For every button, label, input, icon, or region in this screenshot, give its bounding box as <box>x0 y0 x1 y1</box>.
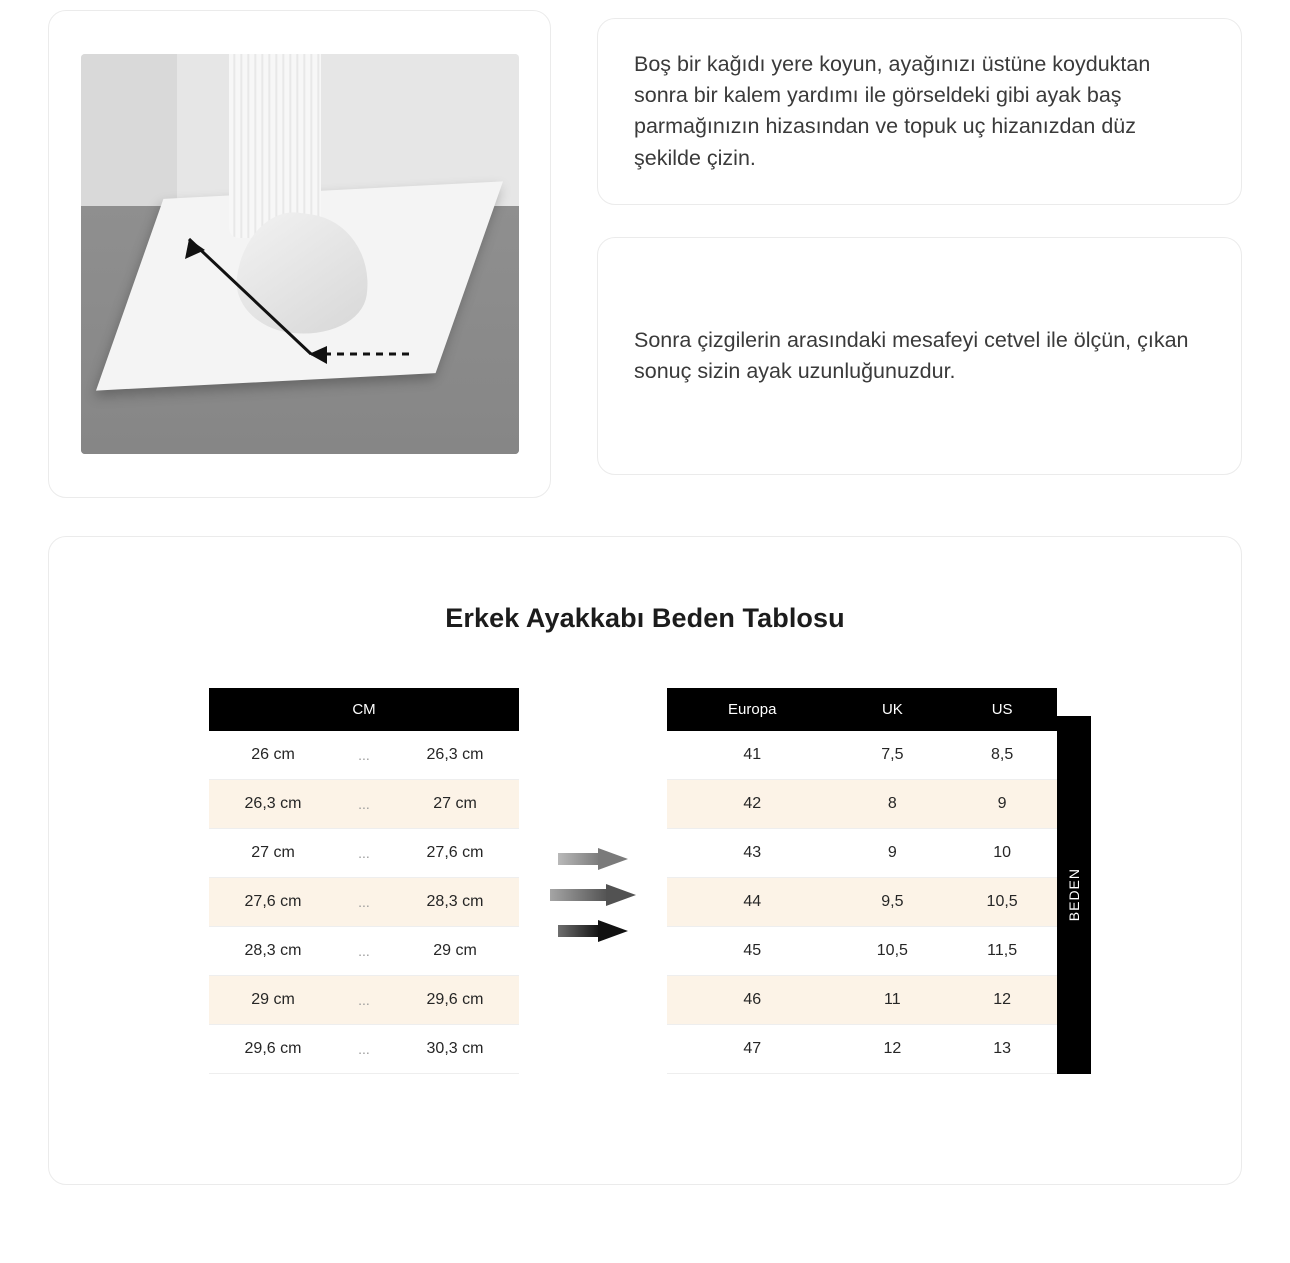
beden-side-label <box>1057 716 1091 1074</box>
conversion-arrows <box>519 688 667 942</box>
size-uk: 12 <box>837 1025 947 1074</box>
tables-wrapper <box>49 688 1241 1074</box>
table-row <box>209 927 519 976</box>
table-row <box>667 731 1057 780</box>
size-europa: 45 <box>667 927 837 976</box>
size-us: 10,5 <box>947 878 1057 927</box>
arrow-right-icon <box>550 884 636 906</box>
size-europa: 44 <box>667 878 837 927</box>
size-header-europa: Europa <box>667 688 837 731</box>
cm-from: 26,3 cm <box>209 780 337 829</box>
illustration-card <box>48 10 551 498</box>
cm-dots: ... <box>337 1025 391 1074</box>
size-table-title: Erkek Ayakkabı Beden Tablosu <box>445 603 845 633</box>
instructions-column <box>597 10 1242 475</box>
instruction-text-1: Boş bir kağıdı yere koyun, ayağınızı üstüne koyduktan sonra bir kalem yardımı ile görseldeki gibi ayak baş parmağınızın hizasından ve topuk uç hizanızdan düz şekilde çizin. <box>634 52 1151 170</box>
size-us: 13 <box>947 1025 1057 1074</box>
size-us: 9 <box>947 780 1057 829</box>
cm-to: 29,6 cm <box>391 976 519 1025</box>
cm-header-cell: CM <box>209 688 519 731</box>
table-row <box>209 976 519 1025</box>
cm-dots: ... <box>337 829 391 878</box>
instruction-card-1 <box>597 18 1242 205</box>
cm-dots: ... <box>337 780 391 829</box>
table-row <box>667 780 1057 829</box>
size-uk: 11 <box>837 976 947 1025</box>
size-us: 8,5 <box>947 731 1057 780</box>
size-uk: 8 <box>837 780 947 829</box>
size-uk: 10,5 <box>837 927 947 976</box>
table-row <box>667 927 1057 976</box>
table-row <box>667 829 1057 878</box>
top-section <box>48 10 1242 498</box>
size-europa: 41 <box>667 731 837 780</box>
table-row <box>667 1025 1057 1074</box>
table-row <box>209 731 519 780</box>
table-row <box>667 976 1057 1025</box>
arrow-right-icon <box>558 848 628 870</box>
cm-to: 26,3 cm <box>391 731 519 780</box>
table-row <box>209 829 519 878</box>
size-header-uk: UK <box>837 688 947 731</box>
size-us: 10 <box>947 829 1057 878</box>
cm-dots: ... <box>337 927 391 976</box>
cm-to: 29 cm <box>391 927 519 976</box>
measurement-arrow-icon <box>81 54 519 454</box>
size-table-wrapper <box>667 688 1091 1074</box>
cm-dots: ... <box>337 731 391 780</box>
table-row <box>667 878 1057 927</box>
size-uk: 9 <box>837 829 947 878</box>
table-row <box>209 878 519 927</box>
cm-to: 27,6 cm <box>391 829 519 878</box>
arrow-right-icon <box>558 920 628 942</box>
cm-to: 28,3 cm <box>391 878 519 927</box>
size-uk: 9,5 <box>837 878 947 927</box>
cm-from: 27 cm <box>209 829 337 878</box>
instruction-text-2: Sonra çizgilerin arasındaki mesafeyi cetvel ile ölçün, çıkan sonuç sizin ayak uzunluğunuzdur. <box>634 327 1189 383</box>
size-header-us: US <box>947 688 1057 731</box>
size-uk: 7,5 <box>837 731 947 780</box>
cm-table <box>209 688 519 1074</box>
cm-dots: ... <box>337 878 391 927</box>
cm-from: 29 cm <box>209 976 337 1025</box>
cm-to: 27 cm <box>391 780 519 829</box>
size-europa: 46 <box>667 976 837 1025</box>
size-europa: 42 <box>667 780 837 829</box>
size-table-card <box>48 536 1242 1185</box>
cm-from: 28,3 cm <box>209 927 337 976</box>
table-row <box>209 780 519 829</box>
cm-from: 26 cm <box>209 731 337 780</box>
size-us: 12 <box>947 976 1057 1025</box>
cm-from: 27,6 cm <box>209 878 337 927</box>
size-europa: 47 <box>667 1025 837 1074</box>
cm-to: 30,3 cm <box>391 1025 519 1074</box>
size-table-header-row <box>667 688 1057 731</box>
instruction-card-2 <box>597 237 1242 475</box>
cm-from: 29,6 cm <box>209 1025 337 1074</box>
beden-side-label-text: BEDEN <box>1066 868 1082 922</box>
cm-dots: ... <box>337 976 391 1025</box>
foot-measurement-photo <box>81 54 519 454</box>
size-table <box>667 688 1057 1074</box>
size-europa: 43 <box>667 829 837 878</box>
size-us: 11,5 <box>947 927 1057 976</box>
table-row <box>209 1025 519 1074</box>
cm-table-header-row <box>209 688 519 731</box>
